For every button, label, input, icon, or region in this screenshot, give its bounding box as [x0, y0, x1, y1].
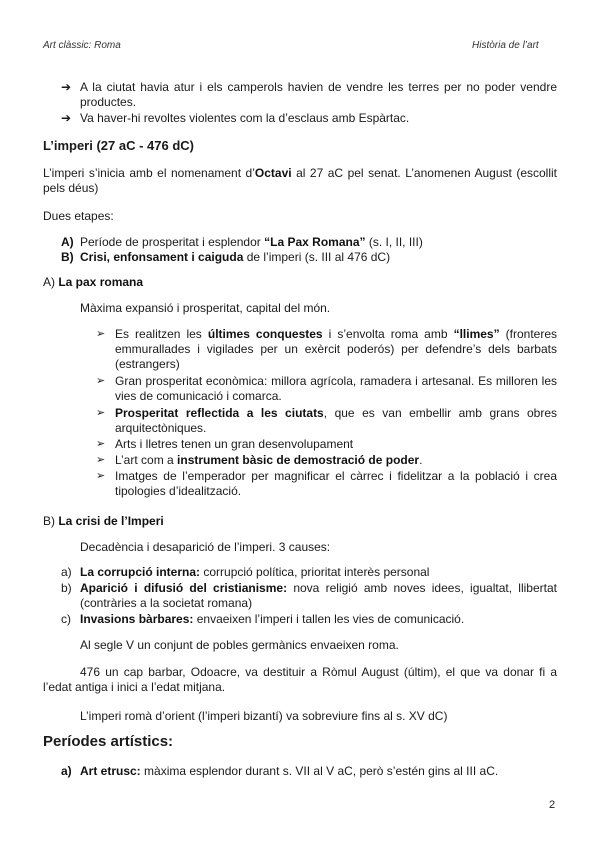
section-title-periodes: Períodes artístics:: [43, 733, 174, 750]
list-item: ➢ Es realitzen les últimes conquestes i s’envolta roma amb “llimes” (fronteres emmurallades i vigilades per un exèrcit poderós) per defendre’s dels barbats (estrangers): [96, 327, 558, 371]
paragraph: Decadència i desaparició de l’imperi. 3 causes:: [80, 540, 331, 554]
paragraph: L’imperi romà d’orient (l’imperi bizantí) va sobreviure fins al s. XV dC): [80, 709, 448, 723]
paragraph: L’imperi s’inicia amb el nomenament d’Octavi al 27 aC pel senat. L’anomenen August (escollit pels déus): [43, 166, 557, 195]
arrowhead-icon: ➢: [96, 328, 106, 340]
list-item: c) Invasions bàrbares: envaeixen l’imperi i tallen les vies de comunicació.: [61, 612, 465, 626]
page-number: 2: [549, 799, 556, 811]
list-item: ➢ Gran prosperitat econòmica: millora agrícola, ramadera i artesanal. Es milloren les vies de comunicació i comarca.: [96, 374, 557, 403]
list-item: A) Període de prosperitat i esplendor “La Pax Romana” (s. I, II, III): [61, 235, 423, 249]
section-title-imperi: L’imperi (27 aC - 476 dC): [43, 138, 194, 153]
header-right: Història de l’art: [472, 40, 539, 51]
arrowhead-icon: ➢: [96, 470, 106, 482]
paragraph: Dues etapes:: [43, 209, 114, 223]
arrowhead-icon: ➢: [96, 407, 106, 419]
header-left: Art clàssic: Roma: [43, 40, 121, 51]
list-item: b) Aparició i difusió del cristianisme: nova religió amb noves idees, igualtat, llibertat (contràries a la societat romana): [61, 581, 557, 610]
subsection-title-crisi: B) La crisi de l’Imperi: [43, 514, 164, 528]
list-item: a) Art etrusc: màxima esplendor durant s. VII al V aC, però s’estén gins al III aC.: [61, 764, 499, 778]
arrow-icon: ➔: [61, 80, 72, 94]
list-item: ➢ Prosperitat reflectida a les ciutats, que es van embellir amb grans obres arquitectòniques.: [96, 406, 558, 435]
list-item: ➢ Arts i lletres tenen un gran desenvolupament: [96, 437, 354, 451]
arrowhead-icon: ➢: [96, 438, 106, 450]
arrow-icon: ➔: [61, 111, 72, 125]
paragraph: Màxima expansió i prosperitat, capital del món.: [80, 301, 331, 315]
list-item: a) La corrupció interna: corrupció política, prioritat interès personal: [61, 565, 430, 579]
arrowhead-icon: ➢: [96, 454, 106, 466]
list-item: ➢ Imatges de l’emperador per magnificar el càrrec i fidelitzar a la població i crea tipologies d’idealització.: [96, 469, 557, 498]
paragraph: Al segle V un conjunt de pobles germànics envaeixen roma.: [80, 638, 399, 652]
list-item: ➢ L’art com a instrument bàsic de demostració de poder.: [96, 453, 423, 467]
subsection-title-pax: A) La pax romana: [43, 275, 144, 289]
paragraph: 476 un cap barbar, Odoacre, va destituir a Ròmul August (últim), el que va donar fi a l’edat antiga i inici a l’edat mitjana.: [43, 665, 557, 694]
list-item: B) Crisi, enfonsament i caiguda de l’imperi (s. III al 476 dC): [61, 250, 391, 264]
list-item: ➔ Va haver-hi revoltes violentes com la d’esclaus amb Espàrtac.: [61, 111, 410, 125]
list-item: ➔ A la ciutat havia atur i els camperols havien de vendre les terres per no poder vendre productes.: [61, 80, 557, 109]
arrowhead-icon: ➢: [96, 375, 106, 387]
